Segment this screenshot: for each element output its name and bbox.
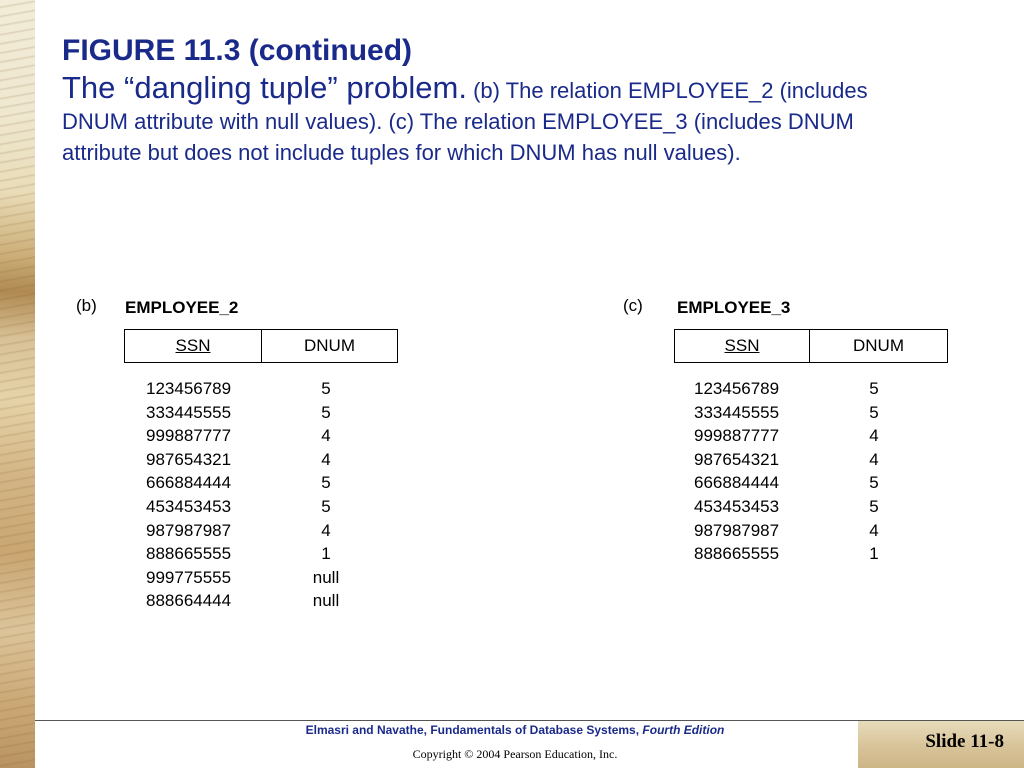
slide-number-box — [858, 721, 1024, 768]
panel-b-header-ssn: SSN — [125, 330, 262, 362]
table-row — [146, 424, 386, 448]
footer-copyright: Copyright © 2004 Pearson Education, Inc. — [412, 747, 618, 761]
dnum-cell: 5 — [321, 379, 331, 398]
table-row — [694, 401, 934, 425]
dnum-cell: 5 — [321, 473, 331, 493]
dnum-cell: null — [312, 567, 340, 587]
ssn-cell: 666884444 — [146, 473, 232, 493]
panel-b-header-dnum: DNUM — [304, 336, 355, 355]
ssn-cell: 987987987 — [146, 520, 232, 540]
dnum-cell: 4 — [869, 449, 879, 469]
dnum-cell: 4 — [321, 520, 331, 540]
panel-b-relation-name: EMPLOYEE_2 — [125, 298, 239, 317]
ssn-cell: 999775555 — [146, 567, 232, 587]
ssn-cell: 123456789 — [146, 379, 232, 398]
table-row — [694, 471, 934, 495]
panel-c-header-dnum: DNUM — [853, 336, 904, 355]
table-row — [146, 542, 386, 566]
ssn-cell: 987654321 — [146, 449, 232, 469]
caption-lead: The “dangling tuple” problem. — [62, 70, 467, 105]
ssn-cell: 453453453 — [146, 496, 232, 516]
dnum-cell: 5 — [869, 379, 879, 398]
table-row — [694, 519, 934, 543]
table-row — [146, 519, 386, 543]
dnum-cell: 4 — [321, 449, 331, 469]
dnum-cell: null — [312, 591, 340, 611]
table-row — [146, 401, 386, 425]
dnum-cell: 5 — [321, 496, 331, 516]
panel-c-relation-name: EMPLOYEE_3 — [677, 298, 791, 317]
table-row — [146, 377, 386, 401]
ssn-cell: 987987987 — [694, 520, 780, 540]
panel-c-header — [674, 329, 948, 363]
dnum-cell: 5 — [869, 473, 879, 493]
table-row — [694, 448, 934, 472]
ssn-cell: 888665555 — [146, 544, 232, 564]
dnum-cell: 1 — [869, 544, 879, 564]
figure-caption — [62, 72, 922, 168]
dnum-cell: 5 — [869, 496, 879, 516]
panel-b-label: (b) — [76, 296, 97, 315]
dnum-cell: 4 — [869, 426, 879, 446]
dnum-cell: 1 — [321, 544, 331, 564]
dnum-cell: 4 — [321, 426, 331, 446]
ssn-cell: 333445555 — [146, 402, 232, 422]
panel-c-label: (c) — [623, 296, 643, 315]
figure-title: FIGURE 11.3 (continued) — [62, 34, 413, 67]
dnum-cell: 5 — [869, 402, 879, 422]
slide-number: Slide 11-8 — [925, 731, 1004, 752]
decorative-side-strip — [0, 0, 35, 768]
table-row — [146, 448, 386, 472]
title-block — [62, 34, 922, 168]
ssn-cell: 999887777 — [146, 426, 232, 446]
dnum-cell: 5 — [321, 402, 331, 422]
table-row — [694, 377, 934, 401]
ssn-cell: 123456789 — [694, 379, 780, 398]
panel-c-header-ssn: SSN — [675, 330, 810, 362]
ssn-cell: 999887777 — [694, 426, 780, 446]
caption-description: (b) The relation EMPLOYEE_2 (includes DNUM attribute with null values). (c) The relation EMPLOYEE_3 (includes DNUM attribute but does not include tuples for which DNUM has null values). — [62, 78, 868, 165]
ssn-cell: 888664444 — [146, 591, 232, 611]
ssn-cell: 666884444 — [694, 473, 780, 493]
table-row — [694, 495, 934, 519]
panel-c-rows — [694, 377, 934, 566]
table-row — [146, 495, 386, 519]
panel-b-rows — [146, 377, 386, 613]
ssn-cell: 987654321 — [694, 449, 780, 469]
table-row — [694, 424, 934, 448]
panel-b-header — [124, 329, 398, 363]
ssn-cell: 333445555 — [694, 402, 780, 422]
table-row — [146, 566, 386, 590]
ssn-cell: 453453453 — [694, 496, 780, 516]
footer-book-title: Elmasri and Navathe, Fundamentals of Database Systems, Fourth Edition — [305, 723, 725, 737]
table-row — [146, 589, 386, 613]
ssn-cell: 888665555 — [694, 544, 780, 564]
table-row — [146, 471, 386, 495]
table-row — [694, 542, 934, 566]
dnum-cell: 4 — [869, 520, 879, 540]
